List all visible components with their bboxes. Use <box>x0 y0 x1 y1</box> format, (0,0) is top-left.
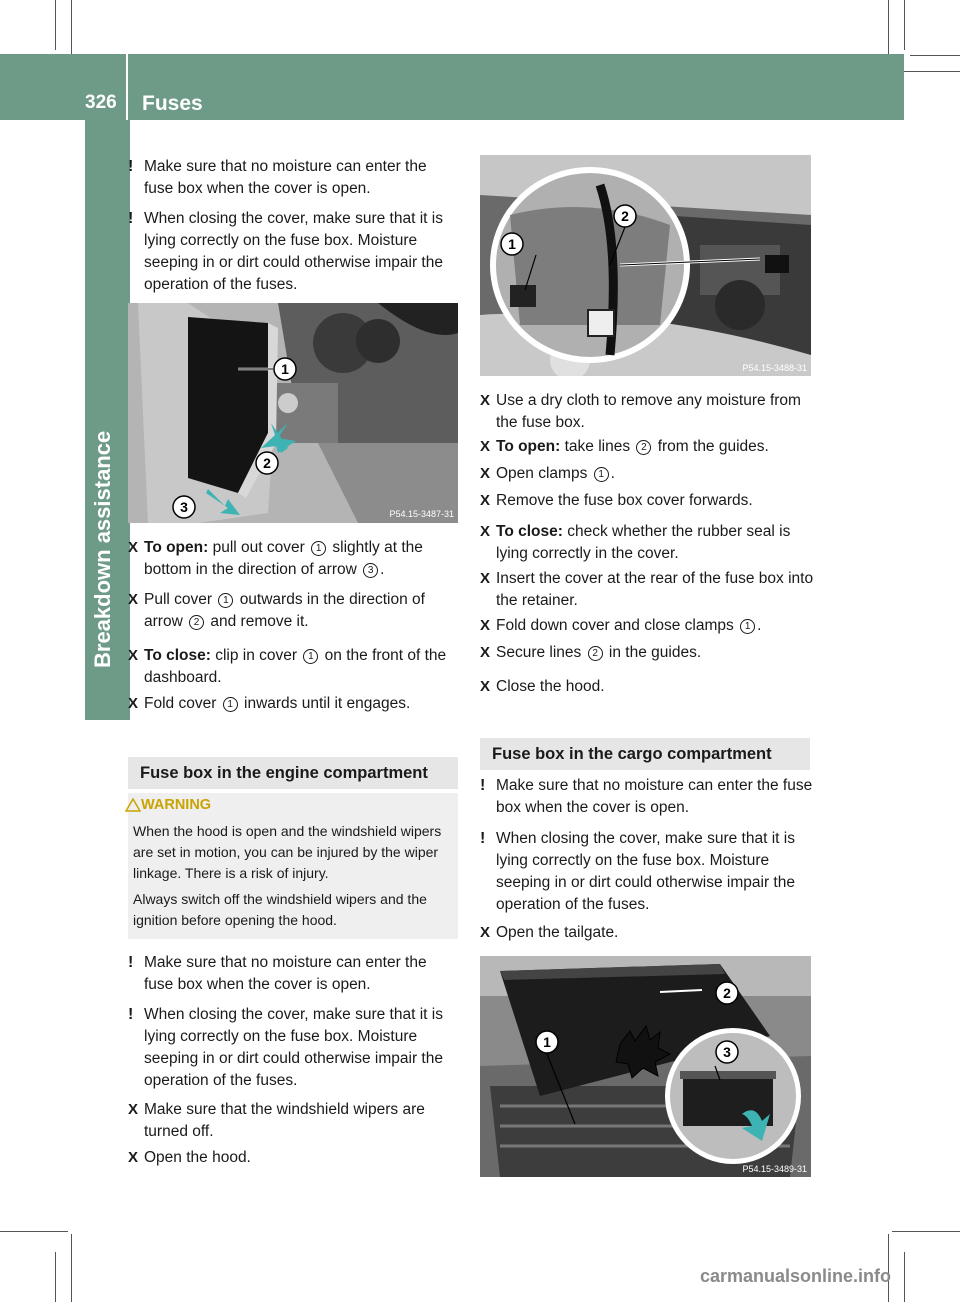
crop-mark <box>55 1252 56 1302</box>
instruction-step: X To open: pull out cover 1 slightly at the bottom in the direction of arrow 3 . <box>128 539 423 578</box>
callout-ref-1: 1 <box>218 593 233 608</box>
instruction-step: X To close: check whether the rubber seal is lying correctly in the cover. <box>480 523 791 562</box>
instruction-step: X Secure lines 2 in the guides. <box>480 642 814 664</box>
instruction-step: X Make sure that the windshield wipers are turned off. <box>128 1101 425 1140</box>
crop-mark <box>892 1231 960 1232</box>
instruction-step: X To open: take lines 2 from the guides. <box>480 436 814 458</box>
note-text: Make sure that no moisture can enter the fuse box when the cover is open. <box>144 158 427 197</box>
instruction-step: X Insert the cover at the rear of the fuse box into the retainer. <box>480 570 814 609</box>
step-marker-icon: X <box>480 924 491 941</box>
caution-note <box>128 208 460 296</box>
callout-ref-1: 1 <box>223 697 238 712</box>
instruction-step: X Close the hood. <box>480 676 814 698</box>
step-marker-icon: X <box>128 539 139 556</box>
section-heading-engine: Fuse box in the engine compartment <box>128 757 458 789</box>
instruction-step: X To close: clip in cover 1 on the front of the dashboard. <box>128 647 447 686</box>
warning-text: When the hood is open and the windshield wipers are set in motion, you can be injured by the wiper linkage. There is a risk of injury. <box>133 823 442 881</box>
photo-code: P54.15-3487-31 <box>389 509 454 519</box>
warning-title: WARNING <box>141 797 212 813</box>
callout-1: 1 <box>281 361 289 377</box>
step-marker-icon: X <box>128 1101 139 1118</box>
section-heading-cargo: Fuse box in the cargo compartment <box>480 738 810 770</box>
caution-icon: ! <box>128 954 134 971</box>
callout-3: 3 <box>723 1044 731 1060</box>
callout-1: 1 <box>543 1034 551 1050</box>
note-text: When closing the cover, make sure that it is lying correctly on the fuse box. Moisture seeping in or dirt could otherwise impair the operation of the fuses. <box>144 210 443 293</box>
photo-cargo-fusebox <box>480 956 811 1177</box>
side-tab-label: Breakdown assistance <box>90 430 115 668</box>
step-marker-icon: X <box>480 392 491 409</box>
header-bar <box>0 54 904 120</box>
step-marker-icon: X <box>480 492 491 509</box>
photo-engine-fusebox <box>480 155 811 376</box>
crop-mark <box>910 55 960 56</box>
callout-ref-1: 1 <box>303 649 318 664</box>
crop-mark <box>904 0 905 50</box>
warning-icon <box>125 798 141 812</box>
step-marker-icon: X <box>480 644 491 661</box>
callout-ref-1: 1 <box>311 541 326 556</box>
note-text: When closing the cover, make sure that it is lying correctly on the fuse box. Moisture seeping in or dirt could otherwise impair the operation of the fuses. <box>496 830 795 913</box>
step-marker-icon: X <box>128 591 139 608</box>
callout-ref-1: 1 <box>594 467 609 482</box>
step-marker-icon: X <box>128 647 139 664</box>
step-marker-icon: X <box>480 523 491 540</box>
callout-ref-2: 2 <box>636 440 651 455</box>
step-marker-icon: X <box>128 1149 139 1166</box>
instruction-step: X Open the tailgate. <box>480 922 814 944</box>
caution-note <box>128 156 460 200</box>
crop-mark <box>0 1231 68 1232</box>
step-marker-icon: X <box>480 678 491 695</box>
caution-icon: ! <box>128 158 134 175</box>
callout-ref-2: 2 <box>588 646 603 661</box>
step-marker-icon: X <box>480 570 491 587</box>
photo-code: P54.15-3488-31 <box>742 363 807 373</box>
instruction-step: X Pull cover 1 outwards in the direction of arrow 2 and remove it. <box>128 591 425 630</box>
callout-ref-1: 1 <box>740 619 755 634</box>
step-marker-icon: X <box>128 695 139 712</box>
caution-icon: ! <box>128 1006 134 1023</box>
photo-code: P54.15-3489-31 <box>742 1164 807 1174</box>
note-text: Make sure that no moisture can enter the fuse box when the cover is open. <box>144 954 427 993</box>
caution-icon: ! <box>128 210 134 227</box>
page-number: 326 <box>85 92 117 113</box>
note-text: Make sure that no moisture can enter the fuse box when the cover is open. <box>496 777 813 816</box>
crop-mark <box>904 1252 905 1302</box>
crop-mark <box>55 0 56 50</box>
caution-icon: ! <box>480 830 486 847</box>
step-marker-icon: X <box>480 465 491 482</box>
instruction-step: X Use a dry cloth to remove any moisture from the fuse box. <box>480 392 801 431</box>
callout-2: 2 <box>263 455 271 471</box>
callout-2: 2 <box>621 208 629 224</box>
callout-2: 2 <box>723 985 731 1001</box>
instruction-step: X Fold down cover and close clamps 1 . <box>480 615 814 637</box>
header-divider <box>126 54 128 120</box>
instruction-step: X Open clamps 1 . <box>480 463 814 485</box>
note-text: When closing the cover, make sure that it is lying correctly on the fuse box. Moisture seeping in or dirt could otherwise impair the operation of the fuses. <box>144 1006 443 1089</box>
instruction-step: X Remove the fuse box cover forwards. <box>480 490 814 512</box>
watermark: carmanualsonline.info <box>700 1266 892 1286</box>
instruction-step: X Open the hood. <box>128 1147 460 1169</box>
warning-text: Always switch off the windshield wipers and the ignition before opening the hood. <box>133 891 427 928</box>
page-title: Fuses <box>142 92 203 115</box>
photo-interior-fusebox-cover <box>128 303 458 523</box>
callout-ref-3: 3 <box>363 563 378 578</box>
crop-mark <box>71 1234 72 1302</box>
caution-note <box>128 1004 460 1092</box>
caution-note <box>128 952 460 996</box>
step-marker-icon: X <box>480 438 491 455</box>
callout-ref-2: 2 <box>189 615 204 630</box>
caution-icon: ! <box>480 777 486 794</box>
callout-1: 1 <box>508 236 516 252</box>
instruction-step: X Fold cover 1 inwards until it engages. <box>128 693 460 715</box>
caution-note <box>480 775 814 819</box>
caution-note <box>480 828 814 916</box>
callout-3: 3 <box>180 499 188 515</box>
step-marker-icon: X <box>480 617 491 634</box>
